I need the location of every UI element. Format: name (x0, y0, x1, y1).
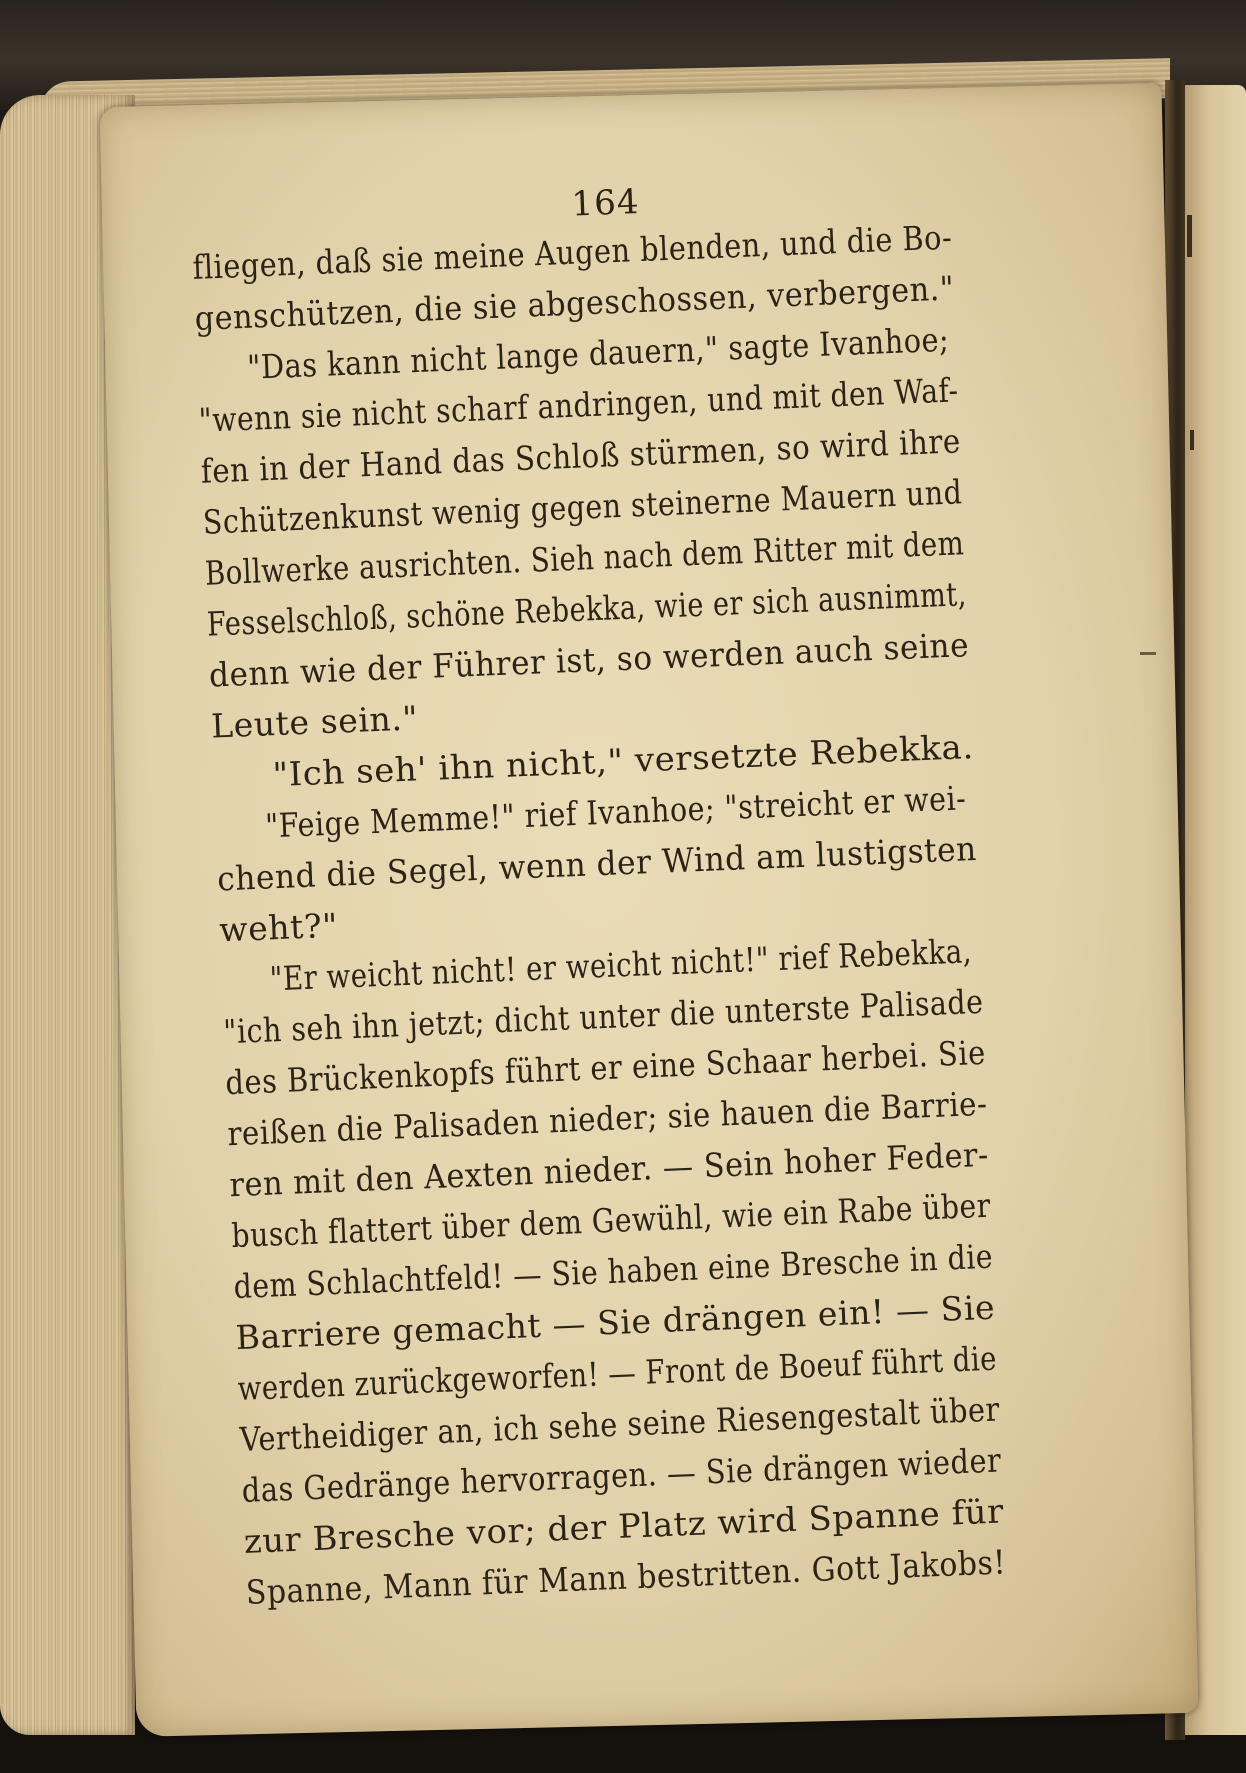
text-line: zur Bresche vor; der Platz wird Spanne für (243, 1491, 1005, 1561)
text-line: genschützen, die sie abgeschossen, verbergen." (193, 268, 955, 338)
page-text (190, 164, 1146, 1618)
text-line: busch flattert über dem Gewühl, wie ein Rabe über (230, 1185, 992, 1256)
text-line: "wenn sie nicht scharf andringen, und mit den Waf- (198, 370, 960, 440)
text-line: chend die Segel, wenn der Wind am lustigsten (216, 828, 978, 899)
text-line: "Das kann nicht lange dauern," sagte Ivanhoe; (246, 319, 950, 387)
text-line: ren mit den Aexten nieder. — Sein hoher Feder- (228, 1134, 990, 1205)
text-line: Barriere gemacht — Sie drängen ein! — Sie (234, 1287, 996, 1358)
gutter-mark (1187, 215, 1192, 257)
text-line: "ich seh ihn jetzt; dicht unter die unterste Palisade (222, 981, 985, 1052)
text-line: des Brückenkopfs führt er eine Schaar herbei. Sie (224, 1032, 987, 1103)
text-line: werden zurückgeworfen! — Front de Boeuf führt die (236, 1338, 998, 1409)
text-line: "Ich seh' ihn nicht," versetzte Rebekka. (271, 727, 975, 795)
gutter-mark (1190, 430, 1194, 450)
text-line: reißen die Palisaden nieder; sie hauen die Barrie- (226, 1083, 989, 1154)
page-number: 164 (570, 181, 641, 225)
text-line: dem Schlachtfeld! — Sie haben eine Bresche in die (232, 1236, 994, 1307)
text-line: Fesselschloß, schöne Rebekka, wie er sich ausnimmt, (206, 574, 968, 644)
text-line: denn wie der Führer ist, so werden auch seine (208, 625, 970, 695)
text-line: Schützenkunst wenig gegen steinerne Mauern und (202, 472, 963, 542)
text-line: weht?" (218, 905, 339, 950)
text-line: Vertheidiger an, ich sehe seine Riesengestalt über (239, 1389, 1001, 1459)
text-line: Bollwerke ausrichten. Sieh nach dem Ritter mit dem (204, 523, 965, 593)
text-line: "Feige Memme!" rief Ivanhoe; "streicht er wei- (264, 778, 967, 846)
text-lines (192, 206, 1147, 1618)
text-line: das Gedränge hervorragen. — Sie drängen wieder (241, 1440, 1002, 1510)
text-line: fliegen, daß sie meine Augen blenden, und die Bo- (191, 217, 953, 287)
margin-dash (1140, 652, 1156, 655)
text-line: Leute sein." (210, 698, 419, 746)
text-line: fen in der Hand das Schloß stürmen, so wird ihre (200, 421, 962, 491)
facing-page-edge (1185, 85, 1246, 1735)
text-line: "Er weicht nicht! er weicht nicht!" rief Rebekka, (269, 931, 973, 999)
text-line: Spanne, Mann für Mann bestritten. Gott Jakobs! (245, 1542, 1007, 1612)
